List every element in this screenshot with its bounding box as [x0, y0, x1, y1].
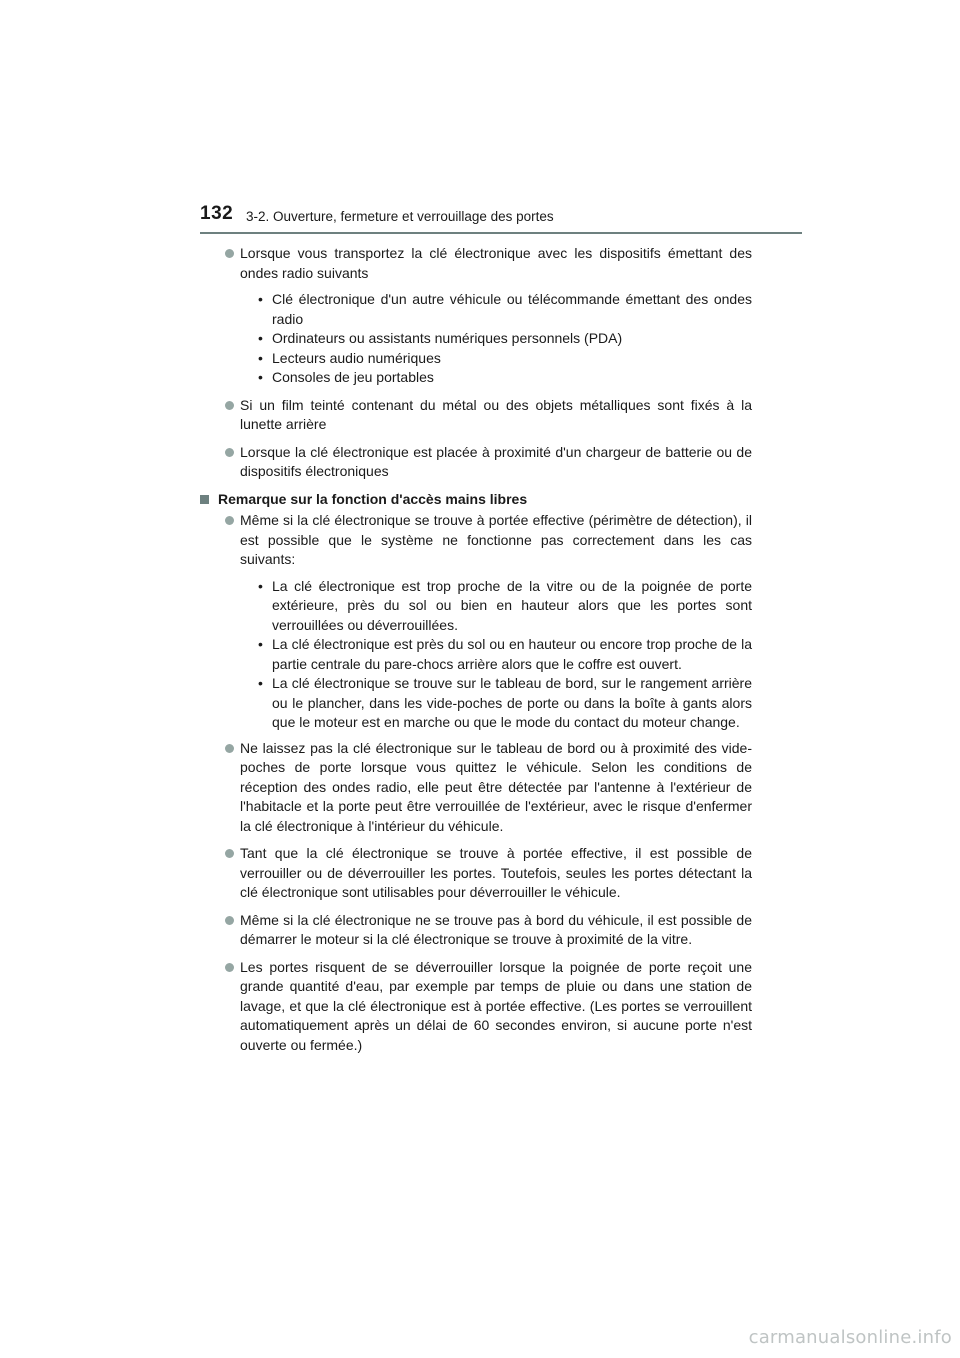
sub-bullet-icon: • — [258, 291, 263, 307]
sub-list — [240, 577, 752, 733]
sub-item — [240, 329, 752, 349]
bullet-text: Si un film teinté contenant du métal ou des objets métalliques sont fixés à la lunette arrière — [240, 396, 752, 432]
bullet-item — [222, 511, 752, 733]
bullet-text: Lorsque la clé électronique est placée à proximité d'un chargeur de batterie ou de dispositifs électroniques — [240, 443, 752, 479]
page-header — [200, 203, 802, 235]
bullet-dot-icon — [225, 249, 234, 258]
sub-item-text: La clé électronique est près du sol ou en hauteur ou encore trop proche de la partie centrale du pare-chocs arrière alors que le coffre est ouvert. — [272, 636, 752, 672]
bullet-text: Même si la clé électronique se trouve à portée effective (périmètre de détection), il est possible que le système ne fonctionne pas correctement dans les cas suivants: — [240, 512, 752, 567]
bullet-dot-icon — [225, 744, 234, 753]
sub-bullet-icon: • — [258, 349, 263, 366]
bullet-text: Ne laissez pas la clé électronique sur le tableau de bord ou à proximité des vide-poches de porte lorsque vous quittez le véhicule. Selon les conditions de réception des ondes radio, elle peut être détectée par l'antenne à l'extérieur de l'habitacle et la porte peut être verrouillée de l'extérieur, avec le risque d'enfermer la clé électronique à l'intérieur du véhicule. — [240, 739, 752, 834]
bullet-item — [222, 911, 752, 950]
sub-bullet-icon: • — [258, 577, 263, 594]
sub-item-text: Ordinateurs ou assistants numériques personnels (PDA) — [272, 330, 623, 346]
bullet-item — [222, 739, 752, 837]
sub-item — [240, 635, 752, 674]
sub-item — [240, 290, 752, 329]
sub-item — [240, 674, 752, 733]
sub-item-text: Lecteurs audio numériques — [272, 349, 441, 366]
sub-item-text: La clé électronique se trouve sur le tableau de bord, sur le rangement arrière ou le plancher, dans les vide-poches de porte ou dans la boîte à gants alors que le moteur est en marche ou que le mode du contact du moteur change. — [272, 675, 752, 730]
sub-item — [240, 349, 752, 369]
bullet-dot-icon — [225, 401, 234, 410]
page-content — [218, 244, 752, 1055]
section-title: 3-2. Ouverture, fermeture et verrouillage des portes — [246, 209, 554, 224]
bullet-item — [222, 443, 752, 482]
heading-text: Remarque sur la fonction d'accès mains libres — [218, 490, 528, 507]
sub-list — [240, 290, 752, 388]
sub-item — [240, 368, 752, 388]
sub-bullet-icon: • — [258, 636, 263, 652]
bullet-dot-icon — [225, 448, 234, 457]
bullet-dot-icon — [225, 916, 234, 925]
square-bullet-icon — [200, 495, 209, 504]
sub-item — [240, 577, 752, 636]
bullet-item — [222, 844, 752, 903]
sub-bullet-icon: • — [258, 330, 263, 346]
header-divider — [200, 232, 802, 234]
section-heading — [200, 490, 752, 510]
sub-item-text: La clé électronique est trop proche de la vitre ou de la poignée de porte extérieure, près du sol ou bien en hauteur alors que les portes sont verrouillées ou déverrouillées. — [272, 577, 752, 633]
sub-bullet-icon: • — [258, 675, 263, 691]
sub-item-text: Consoles de jeu portables — [272, 369, 434, 385]
page-number: 132 — [200, 203, 234, 224]
bullet-text: Même si la clé électronique ne se trouve pas à bord du véhicule, il est possible de démarrer le moteur si la clé électronique se trouve à proximité de la vitre. — [240, 911, 752, 947]
bullet-text: Lorsque vous transportez la clé électronique avec les dispositifs émettant des ondes radio suivants — [240, 245, 752, 281]
bullet-dot-icon — [225, 963, 234, 972]
bullet-item — [222, 244, 752, 388]
bullet-item — [222, 958, 752, 1056]
watermark: carmanualsonline.info — [748, 1327, 952, 1348]
bullet-text: Tant que la clé électronique se trouve à portée effective, il est possible de verrouiller ou de déverrouiller les portes. Toutefois, seules les portes détectant la clé électronique sont utilisables pour déverrouiller le véhicule. — [240, 845, 752, 900]
sub-item-text: Clé électronique d'un autre véhicule ou télécommande émettant des ondes radio — [272, 291, 752, 327]
bullet-dot-icon — [225, 516, 234, 525]
bullet-text: Les portes risquent de se déverrouiller lorsque la poignée de porte reçoit une grande quantité d'eau, par exemple par temps de pluie ou dans une station de lavage, et que la clé électronique est à portée effective. (Les portes se verrouillent automatiquement après un délai de 60 secondes environ, si aucune porte n'est ouverte ou fermée.) — [240, 958, 752, 1053]
bullet-item — [222, 396, 752, 435]
sub-bullet-icon: • — [258, 369, 263, 385]
bullet-dot-icon — [225, 849, 234, 858]
